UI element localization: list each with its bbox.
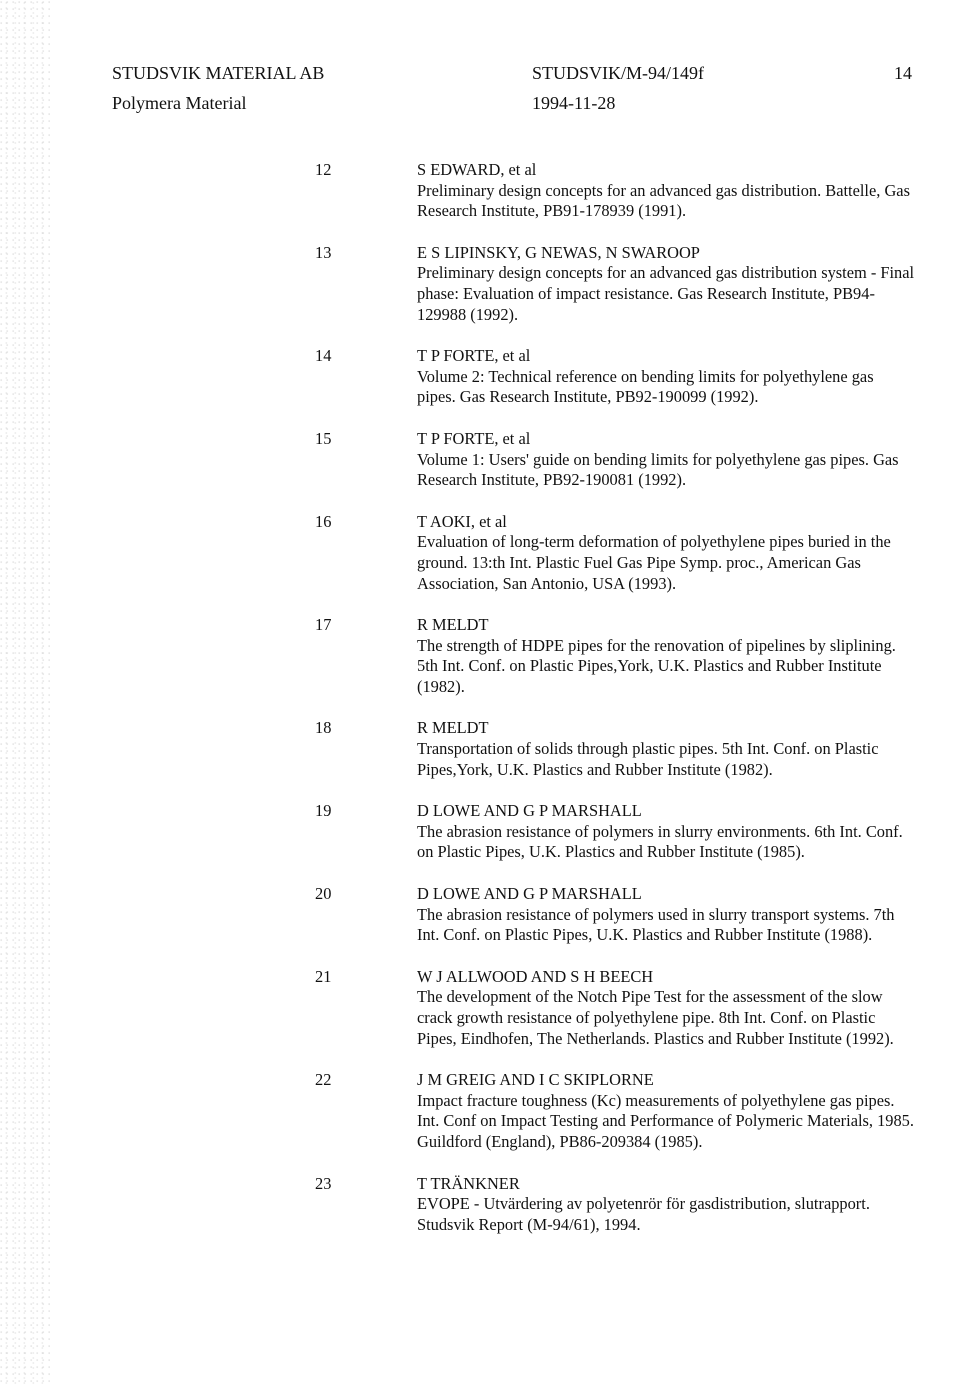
- reference-authors: R MELDT: [417, 615, 489, 635]
- reference-authors: D LOWE AND G P MARSHALL: [417, 884, 642, 904]
- reference-authors: T P FORTE, et al: [417, 428, 531, 448]
- reference-text: The strength of HDPE pipes for the renovation of pipelines by sliplining. 5th Int. Conf. on Plastic Pipes,York, U.K. Plastics and Rubber Institute (1982).: [417, 635, 896, 696]
- reference-number: 21: [315, 966, 332, 986]
- header-row-1: [112, 58, 912, 88]
- reference-authors: J M GREIG AND I C SKIPLORNE: [417, 1070, 654, 1090]
- reference-item: [0, 1174, 960, 1236]
- reference-text: Preliminary design concepts for an advanced gas distribution system - Final phase: Evaluation of impact resistance. Gas Research Institute, PB94-129988 (1992).: [417, 263, 915, 324]
- reference-item: [0, 718, 960, 780]
- reference-item: [0, 967, 960, 1049]
- reference-text: The abrasion resistance of polymers in slurry environments. 6th Int. Conf. on Plastic Pipes, U.K. Plastics and Rubber Institute (1985).: [417, 821, 903, 862]
- reference-authors: T TRÄNKNER: [417, 1173, 520, 1193]
- reference-item: [0, 429, 960, 491]
- reference-number: 17: [315, 615, 332, 635]
- reference-text: EVOPE - Utvärdering av polyetenrör för gasdistribution, slutrapport. Studsvik Report (M-94/61), 1994.: [417, 1194, 870, 1234]
- reference-text: Volume 1: Users' guide on bending limits for polyethylene gas pipes. Gas Research Institute, PB92-190081 (1992).: [417, 449, 899, 490]
- reference-text: The development of the Notch Pipe Test for the assessment of the slow crack growth resistance of polyethylene pipe. 8th Int. Conf. on Plastic Pipes, Eindhofen, The Netherlands. Plastics and Rubber Institute (1992).: [417, 987, 894, 1048]
- reference-authors: T P FORTE, et al: [417, 346, 531, 366]
- department-name: Polymera Material: [112, 93, 247, 113]
- reference-number: 12: [315, 160, 332, 179]
- reference-text: Preliminary design concepts for an advanced gas distribution. Battelle, Gas Research Institute, PB91-178939 (1991).: [417, 180, 910, 221]
- reference-authors: R MELDT: [417, 718, 489, 738]
- report-id: STUDSVIK/M-94/149f: [532, 63, 705, 83]
- reference-number: 20: [315, 884, 332, 904]
- reference-authors: S EDWARD, et al: [417, 160, 537, 179]
- reference-number: 19: [315, 801, 332, 821]
- reference-text: Evaluation of long-term deformation of polyethylene pipes buried in the ground. 13:th Int. Plastic Fuel Gas Pipe Symp. proc., American Gas Association, San Antonio, USA (1993).: [417, 532, 891, 593]
- reference-text: The abrasion resistance of polymers used in slurry transport systems. 7th Int. Conf. on Plastic Pipes, U.K. Plastics and Rubber Institute (1988).: [417, 904, 895, 945]
- reference-item: [0, 243, 960, 325]
- reference-number: 22: [315, 1070, 332, 1090]
- reference-number: 14: [315, 346, 332, 366]
- reference-number: 15: [315, 428, 332, 448]
- reference-text: Transportation of solids through plastic pipes. 5th Int. Conf. on Plastic Pipes,York, U.K. Plastics and Rubber Institute (1982).: [417, 739, 879, 779]
- reference-item: [0, 346, 960, 408]
- reference-item: [0, 512, 960, 594]
- reference-item: [0, 801, 960, 863]
- reference-item: [0, 160, 960, 222]
- reference-authors: T AOKI, et al: [417, 511, 507, 531]
- reference-item: [0, 884, 960, 946]
- reference-authors: W J ALLWOOD AND S H BEECH: [417, 966, 654, 986]
- header-row-2: [112, 88, 912, 118]
- reference-item: [0, 615, 960, 697]
- page-number: 14: [894, 63, 912, 83]
- reference-text: Impact fracture toughness (Kc) measurements of polyethylene gas pipes. Int. Conf on Impact Testing and Performance of Polymeric Materials, 1985. Guildford (England), PB86-209384 (1985).: [417, 1090, 914, 1151]
- page-header: [112, 58, 912, 118]
- reference-authors: E S LIPINSKY, G NEWAS, N SWAROOP: [417, 242, 700, 262]
- reference-number: 18: [315, 718, 332, 738]
- reference-number: 16: [315, 511, 332, 531]
- reference-number: 13: [315, 242, 332, 262]
- reference-authors: D LOWE AND G P MARSHALL: [417, 801, 642, 821]
- reference-text: Volume 2: Technical reference on bending limits for polyethylene gas pipes. Gas Research Institute, PB92-190099 (1992).: [417, 366, 874, 407]
- report-date: 1994-11-28: [532, 93, 616, 113]
- reference-list: [0, 160, 960, 1256]
- reference-item: [0, 1070, 960, 1152]
- company-name: STUDSVIK MATERIAL AB: [112, 63, 325, 83]
- reference-number: 23: [315, 1173, 332, 1193]
